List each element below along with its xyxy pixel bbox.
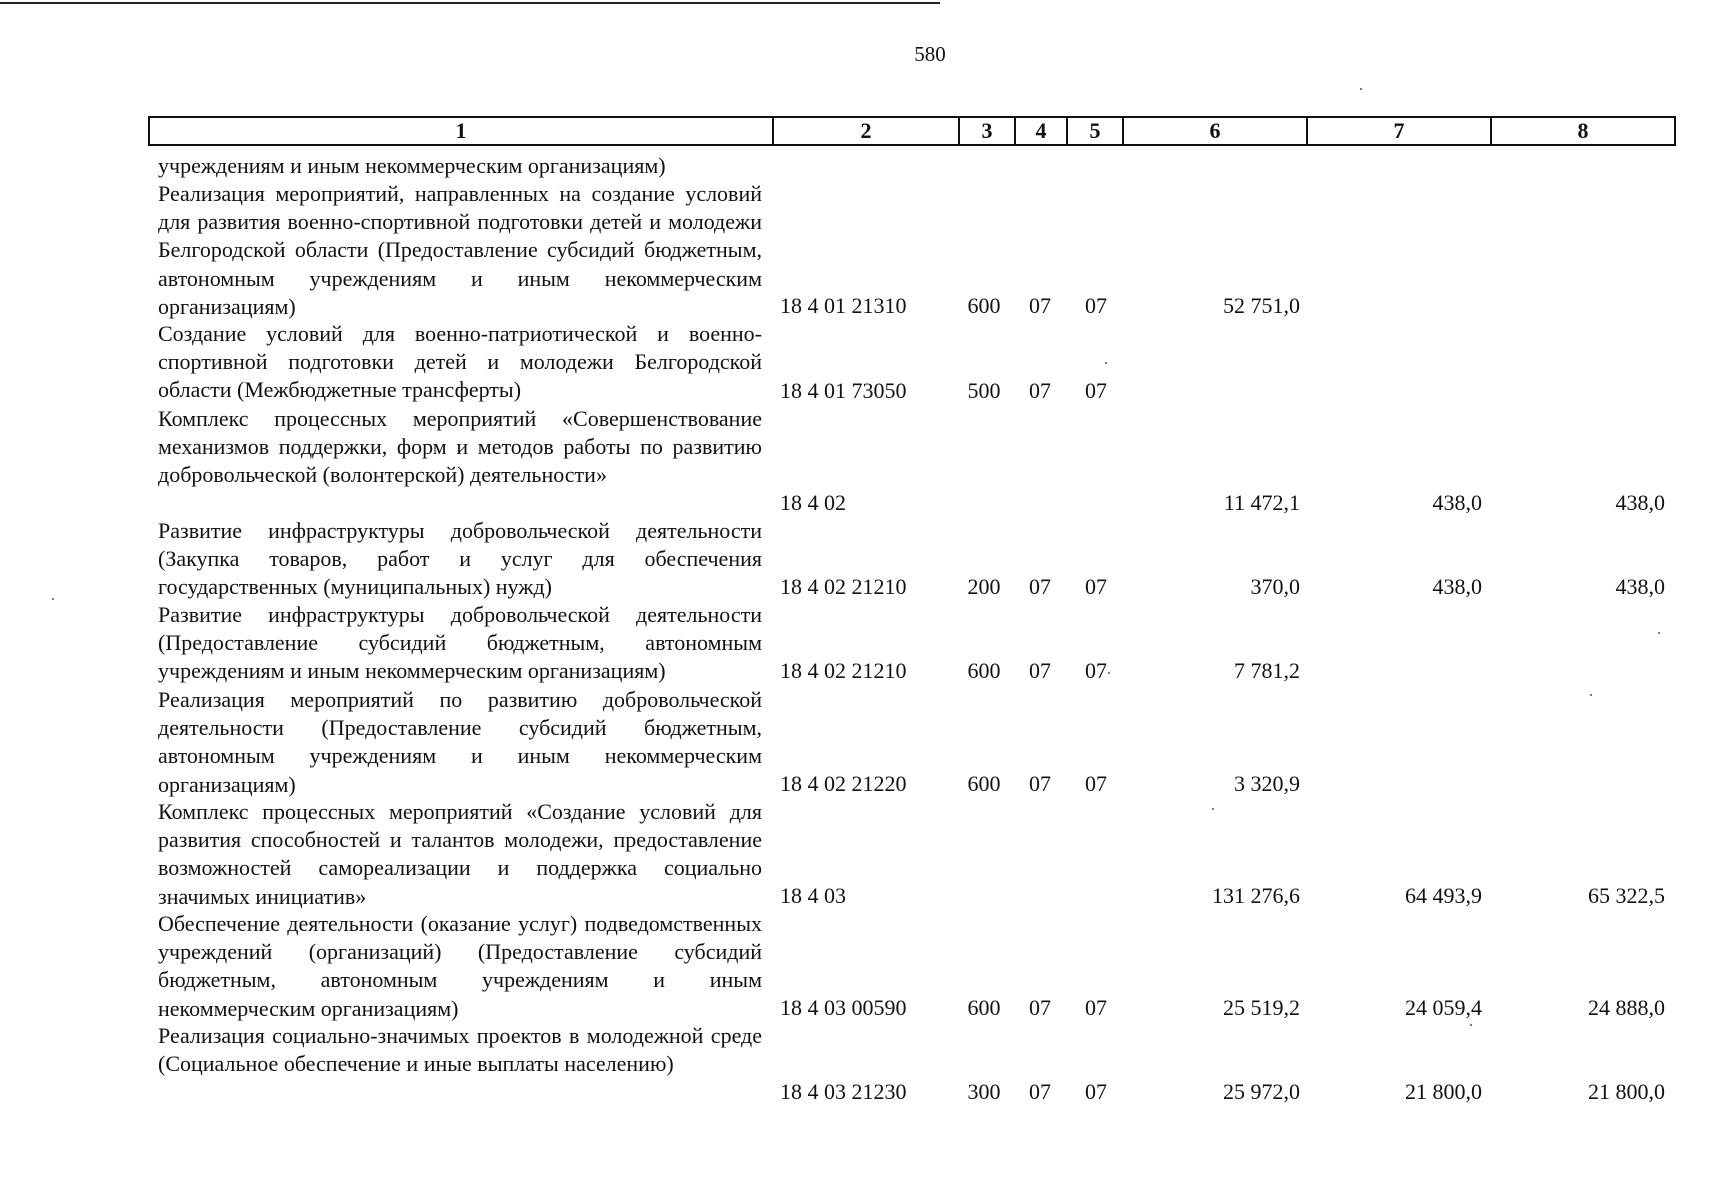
row-col-8: 21 800,0	[1588, 1079, 1665, 1104]
row-col-7: 24 059,4	[1405, 995, 1482, 1020]
row-code: 18 4 02 21220	[780, 771, 907, 796]
row-col-8: 438,0	[1615, 574, 1665, 599]
row-col-4: 07	[1029, 771, 1051, 796]
header-col-4: 4	[1015, 117, 1067, 145]
row-col-8: 65 322,5	[1588, 883, 1665, 908]
row-col-4: 07	[1029, 1079, 1051, 1104]
row-description: Развитие инфраструктуры добровольческой деятельности (Закупка товаров, работ и услуг для обеспечения государственных (муниципальных) нужд)	[158, 518, 762, 600]
scan-speck	[1105, 362, 1107, 364]
row-col-7: 64 493,9	[1405, 883, 1482, 908]
header-col-8: 8	[1491, 117, 1675, 145]
header-col-1: 1	[149, 117, 773, 145]
row-col-4: 07	[1029, 574, 1051, 599]
scan-speck	[1470, 1024, 1472, 1026]
row-col-3: 500	[967, 378, 1001, 403]
row-col-7: 21 800,0	[1405, 1079, 1482, 1104]
page-number: 580	[914, 42, 946, 66]
table-header	[148, 116, 1676, 146]
row-col-3: 300	[967, 1079, 1001, 1104]
row-col-5: 07	[1085, 293, 1107, 318]
row-description: Создание условий для военно-патриотической и военно-спортивной подготовки детей и молодежи Белгородской области (Межбюджетные трансферты)	[158, 321, 762, 403]
row-description: Комплекс процессных мероприятий «Совершенствование механизмов поддержки, форм и методов работы по развитию добровольческой (волонтерской) деятельности»	[158, 406, 762, 488]
row-col-6: 25 972,0	[1223, 1079, 1300, 1104]
row-code: 18 4 03 00590	[780, 995, 907, 1020]
row-col-5: 07	[1085, 658, 1107, 683]
row-col-5: 07	[1085, 378, 1107, 403]
row-code: 18 4 02 21210	[780, 658, 907, 683]
row-col-6: 370,0	[1250, 574, 1300, 599]
scan-speck	[1658, 632, 1660, 634]
header-col-6: 6	[1123, 117, 1307, 145]
row-col-3: 600	[967, 771, 1001, 796]
row-col-5: 07	[1085, 771, 1107, 796]
row-col-6: 25 519,2	[1223, 995, 1300, 1020]
row-col-5: 07	[1085, 574, 1107, 599]
row-col-3: 600	[967, 293, 1001, 318]
header-row	[149, 117, 1675, 145]
row-col-8: 24 888,0	[1588, 995, 1665, 1020]
row-col-7: 438,0	[1432, 574, 1482, 599]
row-col-3: 600	[967, 995, 1001, 1020]
row-description: Реализация мероприятий, направленных на создание условий для развития военно-спортивной подготовки детей и молодежи Белгородской области (Предоставление субсидий бюджетным, автономным учреждениям и иным некоммерческим организациям)	[158, 181, 762, 319]
row-description: учреждениям и иным некоммерческим организациям)	[158, 153, 666, 178]
top-rule	[0, 2, 940, 4]
row-code: 18 4 02	[780, 490, 846, 515]
scan-speck	[1360, 88, 1362, 90]
scan-speck	[52, 598, 54, 600]
row-col-7: 438,0	[1432, 490, 1482, 515]
row-col-6: 11 472,1	[1223, 490, 1300, 515]
row-description: Реализация мероприятий по развитию добровольческой деятельности (Предоставление субсидий бюджетным, автономным учреждениям и иным некоммерческим организациям)	[158, 687, 762, 797]
row-col-5: 07	[1085, 995, 1107, 1020]
scan-speck	[1108, 672, 1110, 674]
row-code: 18 4 01 73050	[780, 378, 907, 403]
row-col-4: 07	[1029, 658, 1051, 683]
row-col-6: 131 276,6	[1212, 883, 1300, 908]
row-code: 18 4 03 21230	[780, 1079, 907, 1104]
row-col-8: 438,0	[1615, 490, 1665, 515]
row-description: Обеспечение деятельности (оказание услуг) подведомственных учреждений (организаций) (Предоставление субсидий бюджетным, автономным учреждениям и иным некоммерческим организациям)	[158, 911, 762, 1021]
scan-speck	[1212, 808, 1214, 810]
scan-speck	[1590, 694, 1592, 696]
header-col-7: 7	[1307, 117, 1491, 145]
row-col-4: 07	[1029, 378, 1051, 403]
row-col-4: 07	[1029, 995, 1051, 1020]
row-col-6: 3 320,9	[1234, 771, 1300, 796]
row-col-6: 52 751,0	[1223, 293, 1300, 318]
row-code: 18 4 02 21210	[780, 574, 907, 599]
header-col-2: 2	[773, 117, 959, 145]
row-col-5: 07	[1085, 1079, 1107, 1104]
row-description: Комплекс процессных мероприятий «Создание условий для развития способностей и талантов молодежи, предоставление возможностей самореализации и поддержка социально значимых инициатив»	[158, 799, 762, 909]
row-col-6: 7 781,2	[1234, 658, 1300, 683]
row-col-4: 07	[1029, 293, 1051, 318]
row-col-3: 200	[967, 574, 1001, 599]
row-description: Реализация социально-значимых проектов в молодежной среде (Социальное обеспечение и иные выплаты населению)	[158, 1023, 762, 1077]
header-col-5: 5	[1067, 117, 1123, 145]
row-code: 18 4 03	[780, 883, 846, 908]
row-code: 18 4 01 21310	[780, 293, 907, 318]
row-col-3: 600	[967, 658, 1001, 683]
header-col-3: 3	[959, 117, 1015, 145]
row-description: Развитие инфраструктуры добровольческой деятельности (Предоставление субсидий бюджетным, автономным учреждениям и иным некоммерческим организациям)	[158, 602, 762, 684]
